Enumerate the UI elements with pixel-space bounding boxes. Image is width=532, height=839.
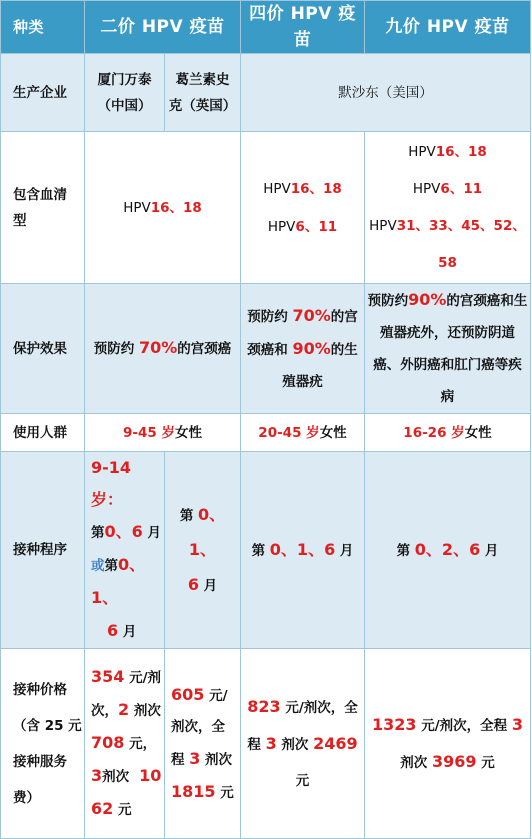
price-quadrivalent (241, 649, 365, 839)
serotype-nonavalent (365, 132, 531, 284)
serotype-nona-prefix-1: HPV (408, 143, 436, 160)
price-quad-u1: 元/剂次，全程 (247, 699, 358, 753)
price-label-line1: 接种价格 (13, 681, 67, 698)
schedule-label: 接种程序 (1, 452, 85, 649)
serotype-nona-line3 (367, 208, 528, 245)
serotype-bivalent-prefix: HPV (123, 199, 151, 216)
serotype-quad-types-2: 6、11 (295, 218, 338, 235)
protection-bivalent-pct: 70% (138, 338, 178, 357)
manufacturer-gsk-line1: 葛兰素史 (175, 71, 230, 88)
serotype-row (1, 132, 531, 284)
population-quad-suffix: 女性 (319, 424, 347, 441)
price-xiamen (85, 649, 165, 839)
serotype-nona-line4 (367, 245, 528, 282)
price-gsk-u1: 元/剂次，全程 (171, 687, 228, 768)
population-nona-suffix: 女性 (464, 424, 492, 441)
schedule-xiamen-line4 (91, 615, 162, 648)
schedule-gsk-n1: 0、1、 (188, 504, 226, 559)
header-row (1, 1, 531, 54)
serotype-quad-line1 (243, 176, 362, 202)
price-label-line4: 费） (13, 789, 40, 806)
price-xiamen-u5: 元 (113, 802, 132, 818)
header-bivalent: 二价 HPV 疫苗 (85, 1, 241, 54)
schedule-quad-p1: 第 (251, 542, 270, 559)
serotype-quad-prefix-2: HPV (267, 218, 296, 235)
price-label-line3: 接种服务 (13, 753, 67, 770)
schedule-nona-n1: 0、2、6 (414, 539, 481, 559)
schedule-xiamen-n2: 0、1、 (91, 555, 146, 607)
serotype-nona-types-4: 58 (438, 254, 457, 271)
serotype-label-line1: 包含血清 (13, 186, 67, 203)
price-nona-v3: 3969 (431, 751, 477, 771)
manufacturer-gsk (165, 54, 241, 132)
schedule-row (1, 452, 531, 649)
protection-label: 保护效果 (1, 284, 85, 414)
serotype-label (1, 132, 85, 284)
manufacturer-gsk-line2: 克（英国） (168, 97, 237, 114)
manufacturer-label: 生产企业 (1, 54, 85, 132)
serotype-nona-types-3: 31、33、45、52、 (396, 217, 526, 234)
price-nonavalent (365, 649, 531, 839)
price-xiamen-u4: 剂次 (102, 769, 130, 785)
serotype-bivalent-types: 16、18 (150, 199, 202, 216)
price-gsk (165, 649, 241, 839)
price-xiamen-v1: 354 (91, 667, 125, 686)
schedule-gsk-p1: 第 (179, 507, 199, 524)
price-label (1, 649, 85, 839)
schedule-xiamen-line2 (91, 516, 162, 549)
protection-quad-pre: 预防约 (247, 308, 293, 325)
population-quad-age: 20-45 岁 (258, 424, 320, 441)
header-quadrivalent: 四价 HPV 疫苗 (241, 1, 365, 54)
population-bivalent-suffix: 女性 (174, 424, 202, 441)
serotype-quad-prefix-1: HPV (263, 180, 291, 197)
header-nonavalent: 九价 HPV 疫苗 (365, 1, 531, 54)
schedule-xiamen (85, 452, 165, 649)
price-quad-v1: 823 (247, 696, 281, 716)
population-quadrivalent (241, 414, 365, 452)
schedule-xiamen-age: 9-14 岁： (91, 458, 132, 509)
price-nona-v1: 1323 (371, 714, 417, 734)
price-gsk-v2: 3 (189, 748, 201, 768)
serotype-nona-line2 (367, 171, 528, 208)
protection-nona-pct: 90% (408, 290, 447, 309)
schedule-xiamen-p2: 月 (142, 525, 161, 541)
price-xiamen-v5: 1062 (91, 766, 162, 818)
price-xiamen-u3: 元， (124, 736, 157, 752)
protection-quad-post: 的生殖器疣 (282, 341, 358, 390)
manufacturer-xiamen-line2: （中国） (97, 97, 152, 114)
schedule-gsk-line2 (167, 568, 238, 603)
header-category: 种类 (1, 1, 85, 54)
schedule-xiamen-or: 或 (91, 558, 105, 574)
serotype-quad-types-1: 16、18 (290, 180, 342, 197)
protection-quad-mid: 的宫颈癌和 (247, 308, 358, 358)
schedule-nonavalent (365, 452, 531, 649)
protection-quadrivalent (241, 284, 365, 414)
schedule-gsk-line1 (167, 498, 238, 568)
price-gsk-v3: 1815 (171, 781, 216, 801)
serotype-bivalent (85, 132, 241, 284)
serotype-nona-line1 (367, 134, 528, 171)
price-quad-u2: 剂次 (276, 736, 314, 753)
protection-bivalent-pre: 预防约 (93, 341, 139, 357)
population-row (1, 414, 531, 452)
population-label: 使用人群 (1, 414, 85, 452)
price-xiamen-v4: 3 (91, 766, 103, 785)
price-quad-v2: 3 (265, 733, 277, 753)
schedule-gsk-p2: 月 (198, 577, 218, 594)
protection-bivalent-post: 的宫颈癌 (177, 341, 232, 357)
population-bivalent (85, 414, 241, 452)
population-nona-age: 16-26 岁 (403, 424, 465, 441)
price-quad-u3: 元 (295, 772, 310, 789)
schedule-quad-p2: 月 (335, 542, 354, 559)
serotype-quad-line2 (243, 214, 362, 240)
schedule-gsk-n2: 6 (187, 574, 199, 594)
price-gsk-u3: 元 (215, 784, 234, 801)
protection-nona-post: 的宫颈癌和生殖器疣外，还预防阴道癌、外阴癌和肛门癌等疾病 (373, 293, 528, 405)
manufacturer-msd: 默沙东（美国） (241, 54, 531, 132)
price-nona-u3: 元 (476, 754, 495, 771)
serotype-nona-prefix-2: HPV (412, 180, 441, 197)
population-bivalent-age: 9-45 岁 (123, 424, 175, 441)
protection-row (1, 284, 531, 414)
protection-nonavalent (365, 284, 531, 414)
manufacturer-xiamen-line1: 厦门万泰 (97, 71, 152, 88)
manufacturer-xiamen (85, 54, 165, 132)
price-xiamen-u2: 剂次 (129, 703, 161, 719)
price-quad-v3: 2469 (313, 733, 358, 753)
schedule-quad-n1: 0、1、6 (269, 539, 336, 559)
price-label-line2: （含 25 元 (13, 717, 82, 734)
price-xiamen-v2: 2 (118, 700, 130, 719)
price-xiamen-v3: 708 (91, 733, 125, 752)
schedule-xiamen-p1: 第 (91, 525, 105, 541)
serotype-nona-types-1: 16、18 (435, 143, 487, 160)
schedule-xiamen-p3: 第 (104, 558, 118, 574)
schedule-xiamen-n3: 6 (107, 621, 119, 640)
serotype-quadrivalent (241, 132, 365, 284)
serotype-nona-prefix-3: HPV (369, 217, 397, 234)
schedule-xiamen-line3 (91, 549, 162, 615)
protection-bivalent (85, 284, 241, 414)
serotype-label-line2: 型 (13, 212, 27, 229)
schedule-xiamen-p4: 月 (118, 624, 137, 640)
protection-nona-pre: 预防约 (367, 293, 409, 309)
price-nona-u1: 元/剂次，全程 (416, 717, 512, 734)
price-gsk-u2: 剂次 (200, 751, 233, 768)
price-nona-v2: 3 (511, 714, 523, 734)
price-row (1, 649, 531, 839)
schedule-nona-p1: 第 (396, 542, 415, 559)
protection-quad-pct2: 90% (292, 338, 331, 358)
price-gsk-v1: 605 (171, 684, 205, 704)
protection-quad-pct1: 70% (292, 305, 331, 325)
schedule-xiamen-n1: 0、6 (104, 522, 143, 541)
schedule-gsk (165, 452, 241, 649)
serotype-nona-types-2: 6、11 (440, 180, 483, 197)
price-xiamen-u1: 元/剂次， (91, 670, 162, 719)
schedule-nona-p2: 月 (480, 542, 499, 559)
schedule-quadrivalent (241, 452, 365, 649)
manufacturer-row (1, 54, 531, 132)
price-nona-u2: 剂次 (400, 754, 432, 771)
population-nonavalent (365, 414, 531, 452)
